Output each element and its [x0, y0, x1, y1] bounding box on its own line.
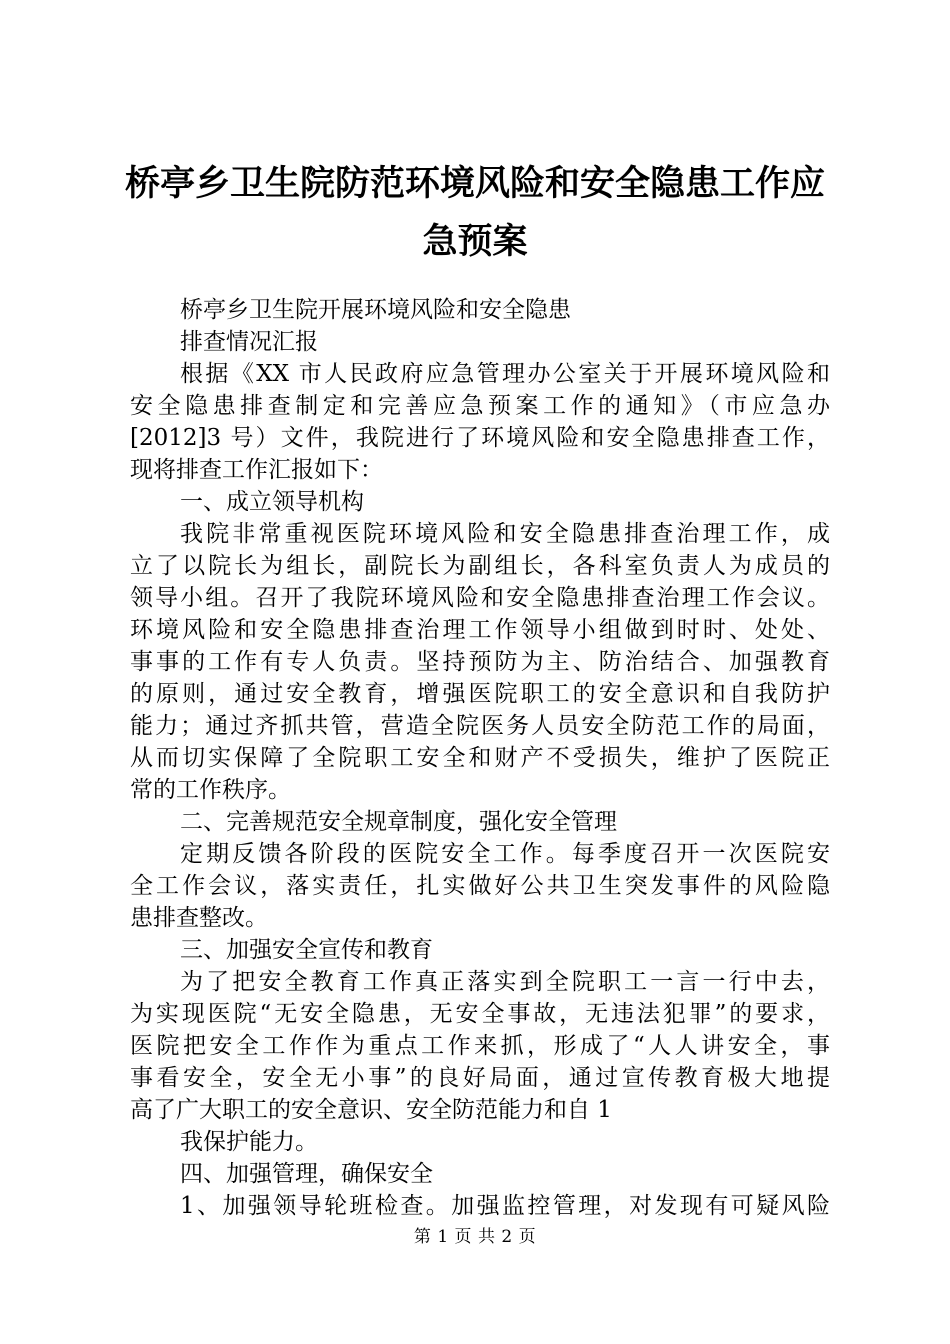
- body-line: 能力；通过齐抓共管，营造全院医务人员安全防范工作的局面，: [130, 713, 830, 739]
- document-title-line-2: 急预案: [422, 222, 528, 262]
- body-line: 为实现医院“无安全隐患，无安全事故，无违法犯罪”的要求，: [130, 1001, 830, 1027]
- body-line: 医院把安全工作作为重点工作来抓，形成了“人人讲安全，事: [130, 1033, 830, 1059]
- body-line: 立了以院长为组长，副院长为副组长，各科室负责人为成员的: [130, 553, 830, 579]
- body-line: 我保护能力。: [180, 1129, 318, 1155]
- body-line: 从而切实保障了全院职工安全和财产不受损失，维护了医院正: [130, 745, 830, 771]
- body-line: 为了把安全教育工作真正落实到全院职工一言一行中去，: [180, 969, 830, 995]
- body-line: 我院非常重视医院环境风险和安全隐患排查治理工作，成: [180, 521, 830, 547]
- body-line: 患排查整改。: [130, 905, 268, 931]
- document-body: [130, 294, 830, 1222]
- section-heading: 二、完善规范安全规章制度，强化安全管理: [180, 809, 617, 835]
- body-line: 环境风险和安全隐患排查治理工作领导小组做到时时、处处、: [130, 617, 830, 643]
- section-heading: 一、成立领导机构: [180, 489, 364, 515]
- section-heading: 三、加强安全宣传和教育: [180, 937, 433, 963]
- body-line: [2012]3 号）文件，我院进行了环境风险和安全隐患排查工作，: [130, 425, 830, 451]
- body-line: 1、加强领导轮班检查。加强监控管理，对发现有可疑风险: [180, 1193, 830, 1219]
- body-line: 事事的工作有专人负责。坚持预防为主、防治结合、加强教育: [130, 649, 830, 675]
- body-line: 安全隐患排查制定和完善应急预案工作的通知》（市应急办: [130, 393, 830, 419]
- body-line: 高了广大职工的安全意识、安全防范能力和自 1: [130, 1097, 612, 1123]
- body-line: 排查情况汇报: [180, 329, 318, 355]
- page-number-footer: 第 1 页 共 2 页: [413, 1227, 537, 1247]
- body-line: 现将排查工作汇报如下：: [130, 457, 383, 483]
- body-line: 全工作会议，落实责任，扎实做好公共卫生突发事件的风险隐: [130, 873, 830, 899]
- body-line: 事看安全，安全无小事”的良好局面，通过宣传教育极大地提: [130, 1065, 830, 1091]
- body-line: 常的工作秩序。: [130, 777, 291, 803]
- body-line: 桥亭乡卫生院开展环境风险和安全隐患: [180, 297, 571, 323]
- body-line: 领导小组。召开了我院环境风险和安全隐患排查治理工作会议。: [130, 585, 830, 611]
- body-line: 定期反馈各阶段的医院安全工作。每季度召开一次医院安: [180, 841, 830, 867]
- body-line: 根据《XX 市人民政府应急管理办公室关于开展环境风险和: [180, 361, 830, 387]
- section-heading: 四、加强管理，确保安全: [180, 1161, 433, 1187]
- body-line: 的原则，通过安全教育，增强医院职工的安全意识和自我防护: [130, 681, 830, 707]
- document-title-line-1: 桥亭乡卫生院防范环境风险和安全隐患工作应: [124, 164, 825, 204]
